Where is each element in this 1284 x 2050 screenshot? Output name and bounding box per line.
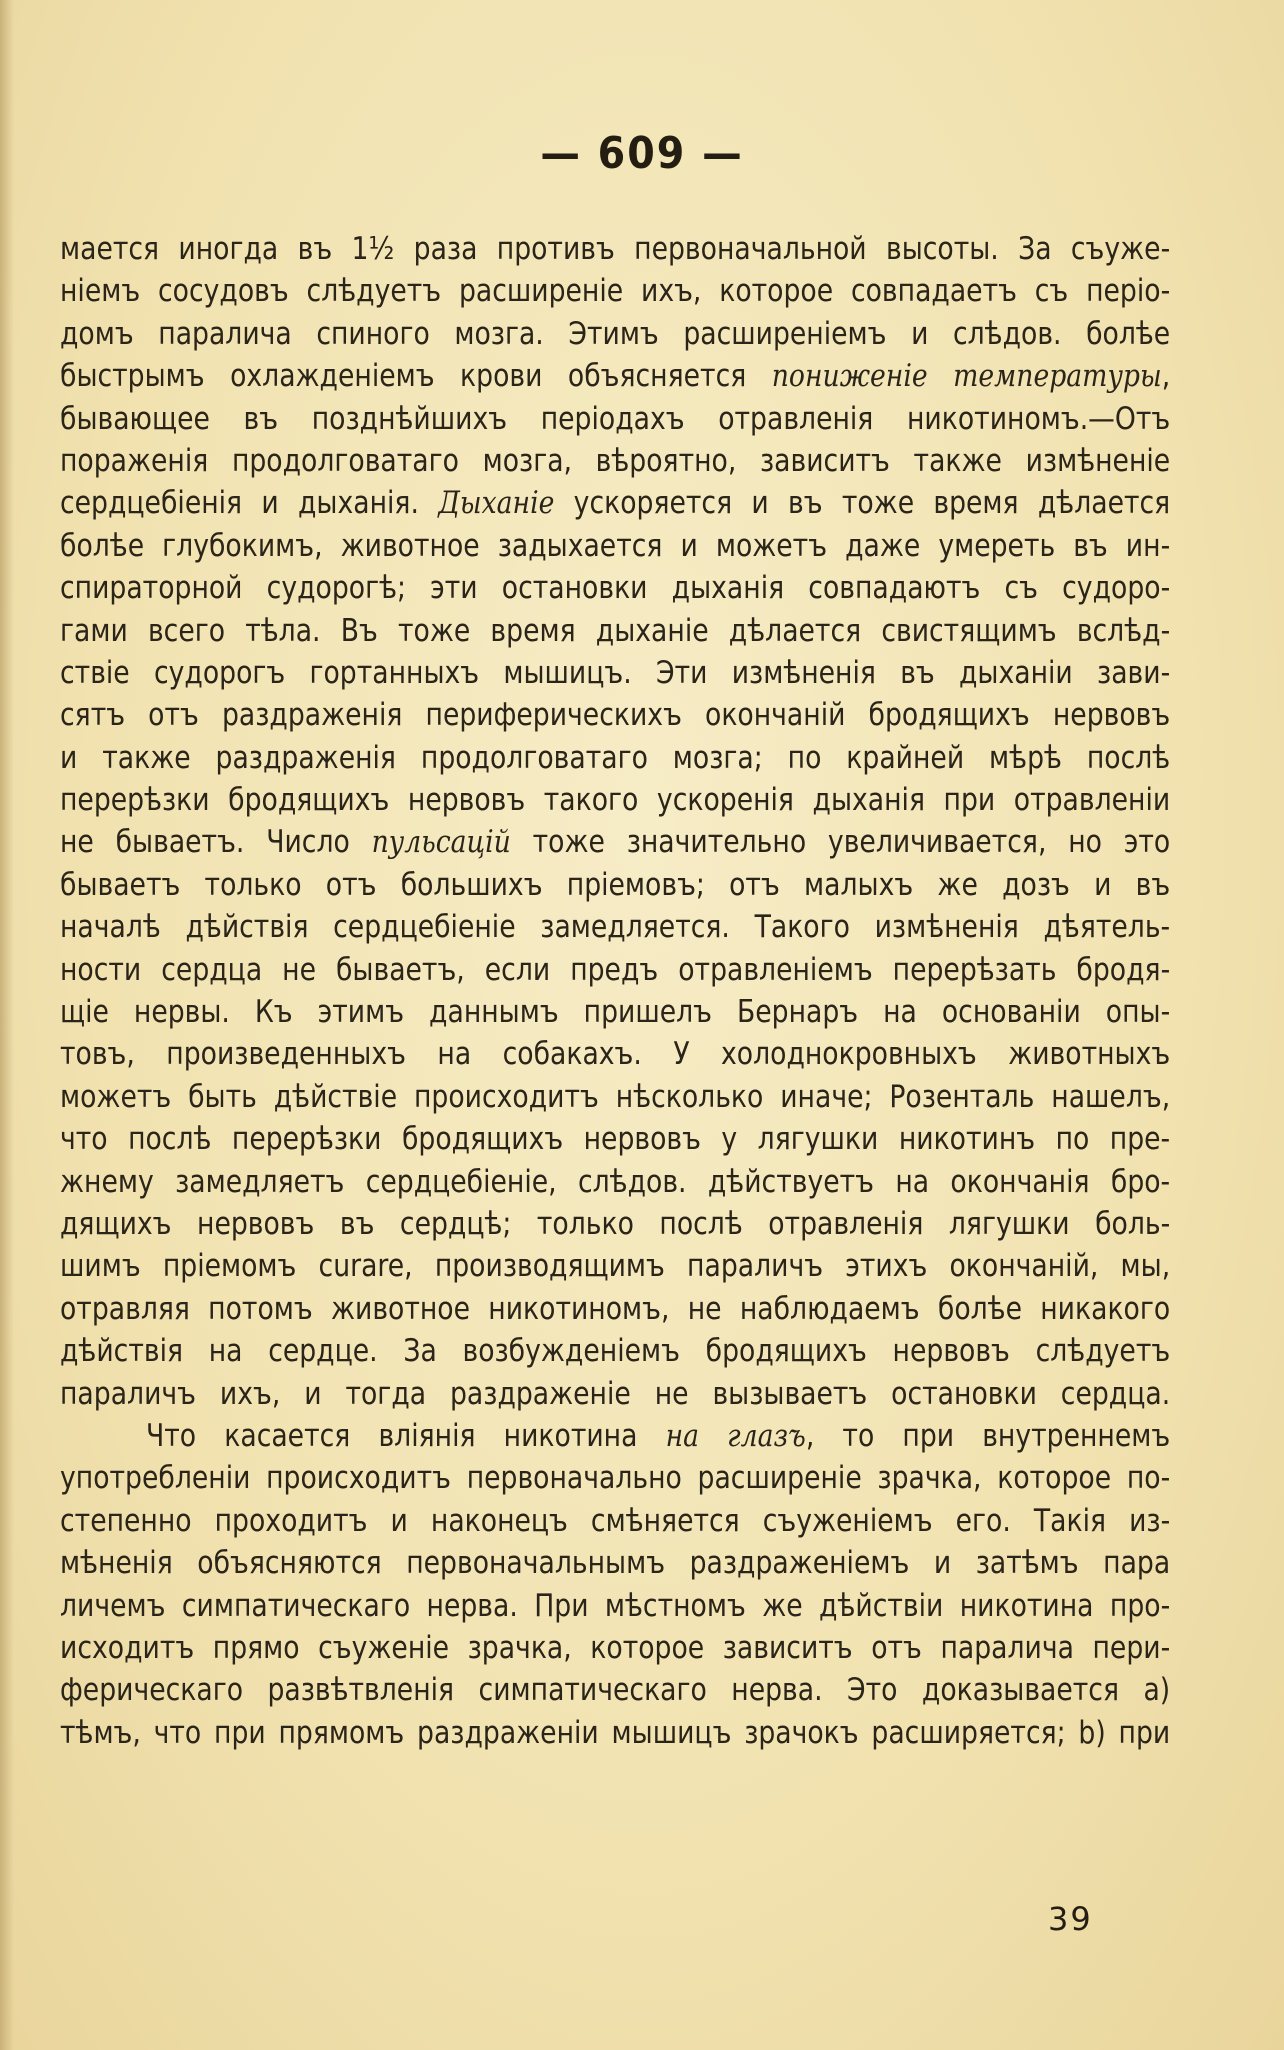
text-run: дящихъ нервовъ въ сердцѣ; только послѣ отравленія лягушки боль- xyxy=(60,1205,1171,1242)
text-line xyxy=(60,313,1170,355)
text-run: перерѣзки бродящихъ нервовъ такого ускоренія дыханія при отравленіи xyxy=(60,782,1171,819)
text-line xyxy=(60,1627,1170,1669)
text-run: сердцебіенія и дыханія. xyxy=(60,485,439,522)
text-run: шимъ пріемомъ curare, производящимъ параличъ этихъ окончаній, мы, xyxy=(60,1248,1171,1285)
text-line xyxy=(60,567,1170,609)
text-line xyxy=(60,737,1170,779)
text-run: бываетъ только отъ большихъ пріемовъ; отъ малыхъ же дозъ и въ xyxy=(60,866,1171,903)
text-run: параличъ ихъ, и тогда раздраженіе не вызываетъ остановки сердца. xyxy=(60,1375,1171,1412)
text-run: гами всего тѣла. Въ тоже время дыханіе дѣлается свистящимъ вслѣд- xyxy=(60,612,1171,649)
text-line xyxy=(60,1585,1170,1627)
text-line xyxy=(60,1161,1170,1203)
text-run: степенно проходитъ и наконецъ смѣняется съуженіемъ его. Такія из- xyxy=(60,1502,1171,1539)
page-gutter-shadow xyxy=(0,0,14,2050)
text-line xyxy=(60,1415,1170,1457)
text-line xyxy=(60,1330,1170,1372)
text-line xyxy=(60,864,1170,906)
text-run: ніемъ сосудовъ слѣдуетъ расширеніе ихъ, которое совпадаетъ съ періо- xyxy=(60,273,1171,310)
text-line xyxy=(60,991,1170,1033)
text-line xyxy=(60,779,1170,821)
text-run: началѣ дѣйствія сердцебіеніе замедляется. Такого измѣненія дѣятель- xyxy=(60,909,1171,946)
text-line xyxy=(60,355,1170,397)
text-run: ферическаго развѣтвленія симпатическаго нерва. Это доказывается а) xyxy=(60,1672,1171,1709)
text-line xyxy=(60,610,1170,652)
text-run: жнему замедляетъ сердцебіеніе, слѣдов. дѣйствуетъ на окончанія бро- xyxy=(60,1163,1171,1200)
text-line xyxy=(60,1118,1170,1160)
text-line xyxy=(60,1288,1170,1330)
text-line xyxy=(60,652,1170,694)
text-line xyxy=(60,1669,1170,1711)
text-run: исходитъ прямо съуженіе зрачка, которое зависитъ отъ паралича пери- xyxy=(60,1629,1171,1666)
text-line xyxy=(60,1542,1170,1584)
text-run: спираторной судорогѣ; эти остановки дыханія совпадаютъ съ судоро- xyxy=(60,570,1171,607)
text-run: и также раздраженія продолговатаго мозга; по крайней мѣрѣ послѣ xyxy=(60,739,1171,776)
text-run: , то при внутреннемъ xyxy=(805,1417,1171,1454)
text-run: быстрымъ охлажденіемъ крови объясняется xyxy=(60,358,772,395)
text-line xyxy=(60,694,1170,736)
text-line xyxy=(60,906,1170,948)
text-line xyxy=(60,270,1170,312)
text-run: Что касается вліянія никотина xyxy=(146,1417,666,1454)
text-line xyxy=(60,1500,1170,1542)
italic-term: пульсацій xyxy=(371,824,511,861)
text-line xyxy=(60,1076,1170,1118)
text-line xyxy=(60,1457,1170,1499)
text-run: можетъ быть дѣйствіе происходитъ нѣсколько иначе; Розенталь нашелъ, xyxy=(60,1078,1171,1115)
text-run: личемъ симпатическаго нерва. При мѣстномъ же дѣйствіи никотина про- xyxy=(60,1587,1171,1624)
italic-term: на глазъ xyxy=(665,1417,806,1454)
text-run: ности сердца не бываетъ, если предъ отравленіемъ перерѣзать бродя- xyxy=(60,951,1171,988)
text-run: болѣе глубокимъ, животное задыхается и можетъ даже умереть въ ин- xyxy=(60,527,1171,564)
text-line xyxy=(60,1712,1170,1754)
text-run: товъ, произведенныхъ на собакахъ. У холоднокровныхъ животныхъ xyxy=(60,1036,1171,1073)
text-line xyxy=(60,440,1170,482)
text-run: щіе нервы. Къ этимъ даннымъ пришелъ Бернаръ на основаніи опы- xyxy=(60,994,1171,1031)
body-text xyxy=(60,228,1170,1754)
text-line xyxy=(60,228,1170,270)
text-run: бывающее въ позднѣйшихъ періодахъ отравленія никотиномъ.—Отъ xyxy=(60,400,1171,437)
text-line xyxy=(60,821,1170,863)
text-line xyxy=(60,1245,1170,1287)
text-run: употребленіи происходитъ первоначально расширеніе зрачка, которое по- xyxy=(60,1460,1171,1497)
text-run: тоже значительно увеличивается, но это xyxy=(510,824,1171,861)
page-number: — 609 — xyxy=(540,128,744,179)
text-line xyxy=(60,1203,1170,1245)
text-run: что послѣ перерѣзки бродящихъ нервовъ у лягушки никотинъ по пре- xyxy=(60,1121,1171,1158)
signature-mark: 39 xyxy=(1048,1900,1093,1938)
text-run: дѣйствія на сердце. За возбужденіемъ бродящихъ нервовъ слѣдуетъ xyxy=(60,1333,1171,1370)
text-run: домъ паралича спиного мозга. Этимъ расширеніемъ и слѣдов. болѣе xyxy=(60,315,1171,352)
text-line xyxy=(60,482,1170,524)
text-run: ствіе судорогъ гортанныхъ мышицъ. Эти измѣненія въ дыханіи зави- xyxy=(60,654,1171,691)
text-line xyxy=(60,398,1170,440)
text-line xyxy=(60,949,1170,991)
text-run: сятъ отъ раздраженія периферическихъ окончаній бродящихъ нервовъ xyxy=(60,697,1171,734)
text-run: отравляя потомъ животное никотиномъ, не наблюдаемъ болѣе никакого xyxy=(60,1290,1171,1327)
text-line xyxy=(60,1033,1170,1075)
text-run: ускоряется и въ тоже время дѣлается xyxy=(554,485,1171,522)
text-line xyxy=(60,1373,1170,1415)
text-run: мѣненія объясняются первоначальнымъ раздраженіемъ и затѣмъ пара xyxy=(60,1545,1171,1582)
text-run: не бываетъ. Число xyxy=(60,824,372,861)
text-run: пораженія продолговатаго мозга, вѣроятно, зависитъ также измѣненіе xyxy=(60,442,1171,479)
italic-term: Дыханіе xyxy=(438,485,555,522)
italic-term: пониженіе температуры xyxy=(771,358,1162,395)
text-run: тѣмъ, что при прямомъ раздраженіи мышицъ зрачокъ расширяется; b) при xyxy=(60,1714,1171,1751)
text-run: , xyxy=(1161,358,1171,395)
text-line xyxy=(60,525,1170,567)
text-run: мается иногда въ 1½ раза противъ первоначальной высоты. За съуже- xyxy=(60,231,1171,267)
